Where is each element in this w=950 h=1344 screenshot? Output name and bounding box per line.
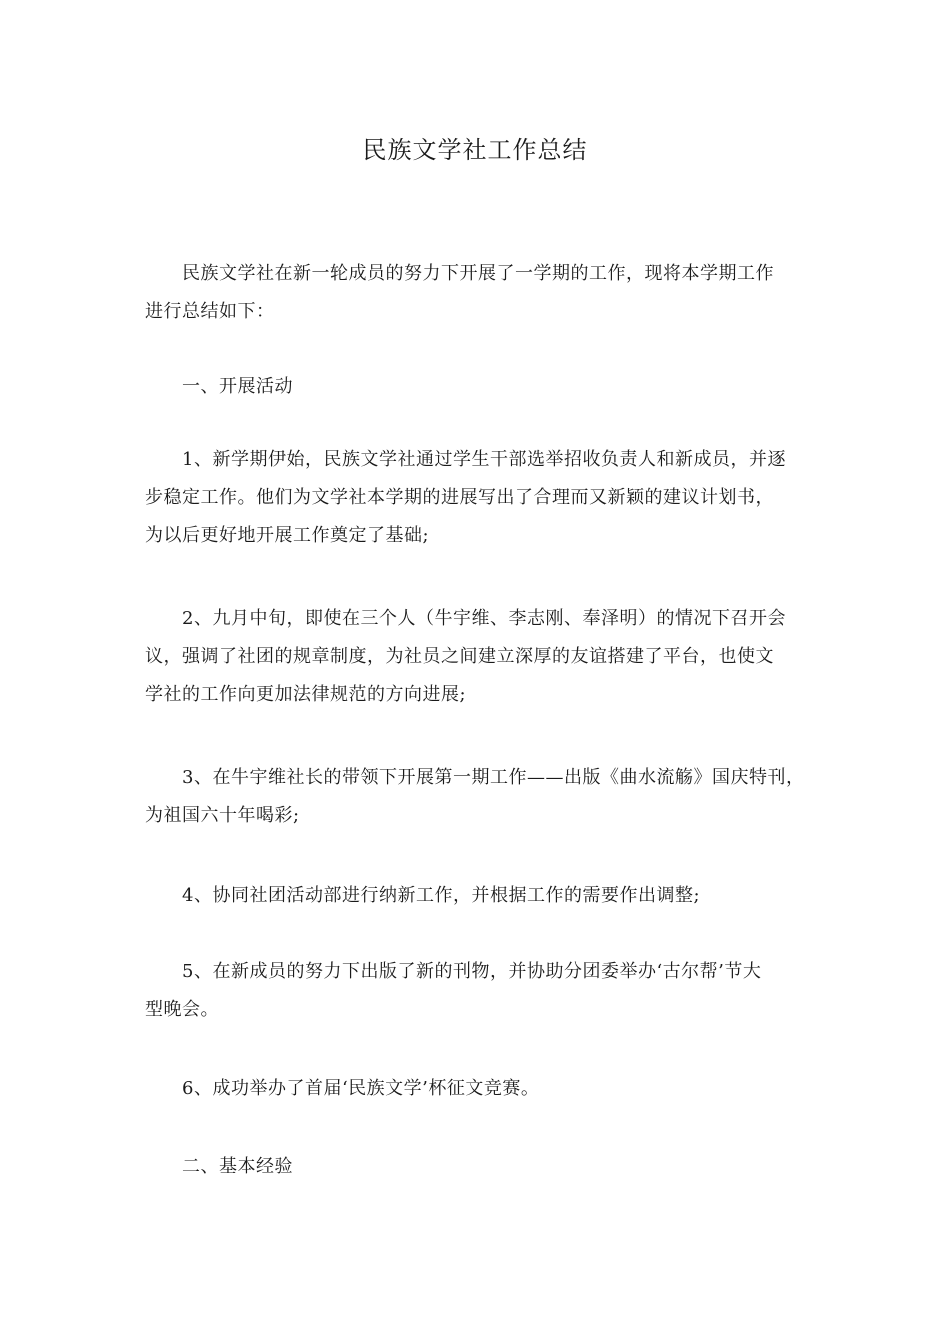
list-item-5: [145, 953, 820, 1029]
item1-line-2: 步稳定工作。他们为文学社本学期的进展写出了合理而又新颖的建议计划书，: [145, 487, 774, 508]
list-item-6: [145, 1070, 820, 1108]
section-heading-2: [145, 1148, 820, 1186]
list-item-1: [145, 441, 820, 555]
item2-line-1: 2、九月中旬，即使在三个人（牛宇维、李志刚、奉泽明）的情况下召开会: [182, 608, 786, 629]
list-item-4: [145, 877, 820, 915]
item3-line-1: 3、在牛宇维社长的带领下开展第一期工作——出版《曲水流觞》国庆特刊，: [182, 767, 805, 788]
intro-line-2: 进行总结如下：: [145, 301, 275, 322]
item2-line-2: 议，强调了社团的规章制度，为社员之间建立深厚的友谊搭建了平台，也使文: [145, 646, 774, 667]
document-title: 民族文学社工作总结: [362, 136, 588, 164]
item2-line-3: 学社的工作向更加法律规范的方向进展;: [145, 684, 467, 705]
item5-line-1: 5、在新成员的努力下出版了新的刊物，并协助分团委举办‘古尔帮’节大: [182, 961, 762, 982]
item3-line-2: 为祖国六十年喝彩;: [145, 805, 300, 826]
list-item-2: [145, 600, 820, 714]
item1-line-3: 为以后更好地开展工作奠定了基础;: [145, 525, 430, 546]
intro-paragraph: [145, 255, 820, 331]
item5-line-2: 型晚会。: [145, 999, 219, 1020]
list-item-3: [145, 759, 820, 835]
intro-line-1: 民族文学社在新一轮成员的努力下开展了一学期的工作，现将本学期工作: [182, 263, 774, 284]
section-heading-1-text: 一、开展活动: [182, 376, 293, 397]
section-heading-2-text: 二、基本经验: [182, 1156, 293, 1177]
item4-line-1: 4、协同社团活动部进行纳新工作，并根据工作的需要作出调整;: [182, 885, 701, 906]
item1-line-1: 1、新学期伊始，民族文学社通过学生干部选举招收负责人和新成员，并逐: [182, 449, 786, 470]
item6-line-1: 6、成功举办了首届‘民族文学’杯征文竞赛。: [182, 1078, 540, 1099]
section-heading-1: [145, 368, 820, 406]
